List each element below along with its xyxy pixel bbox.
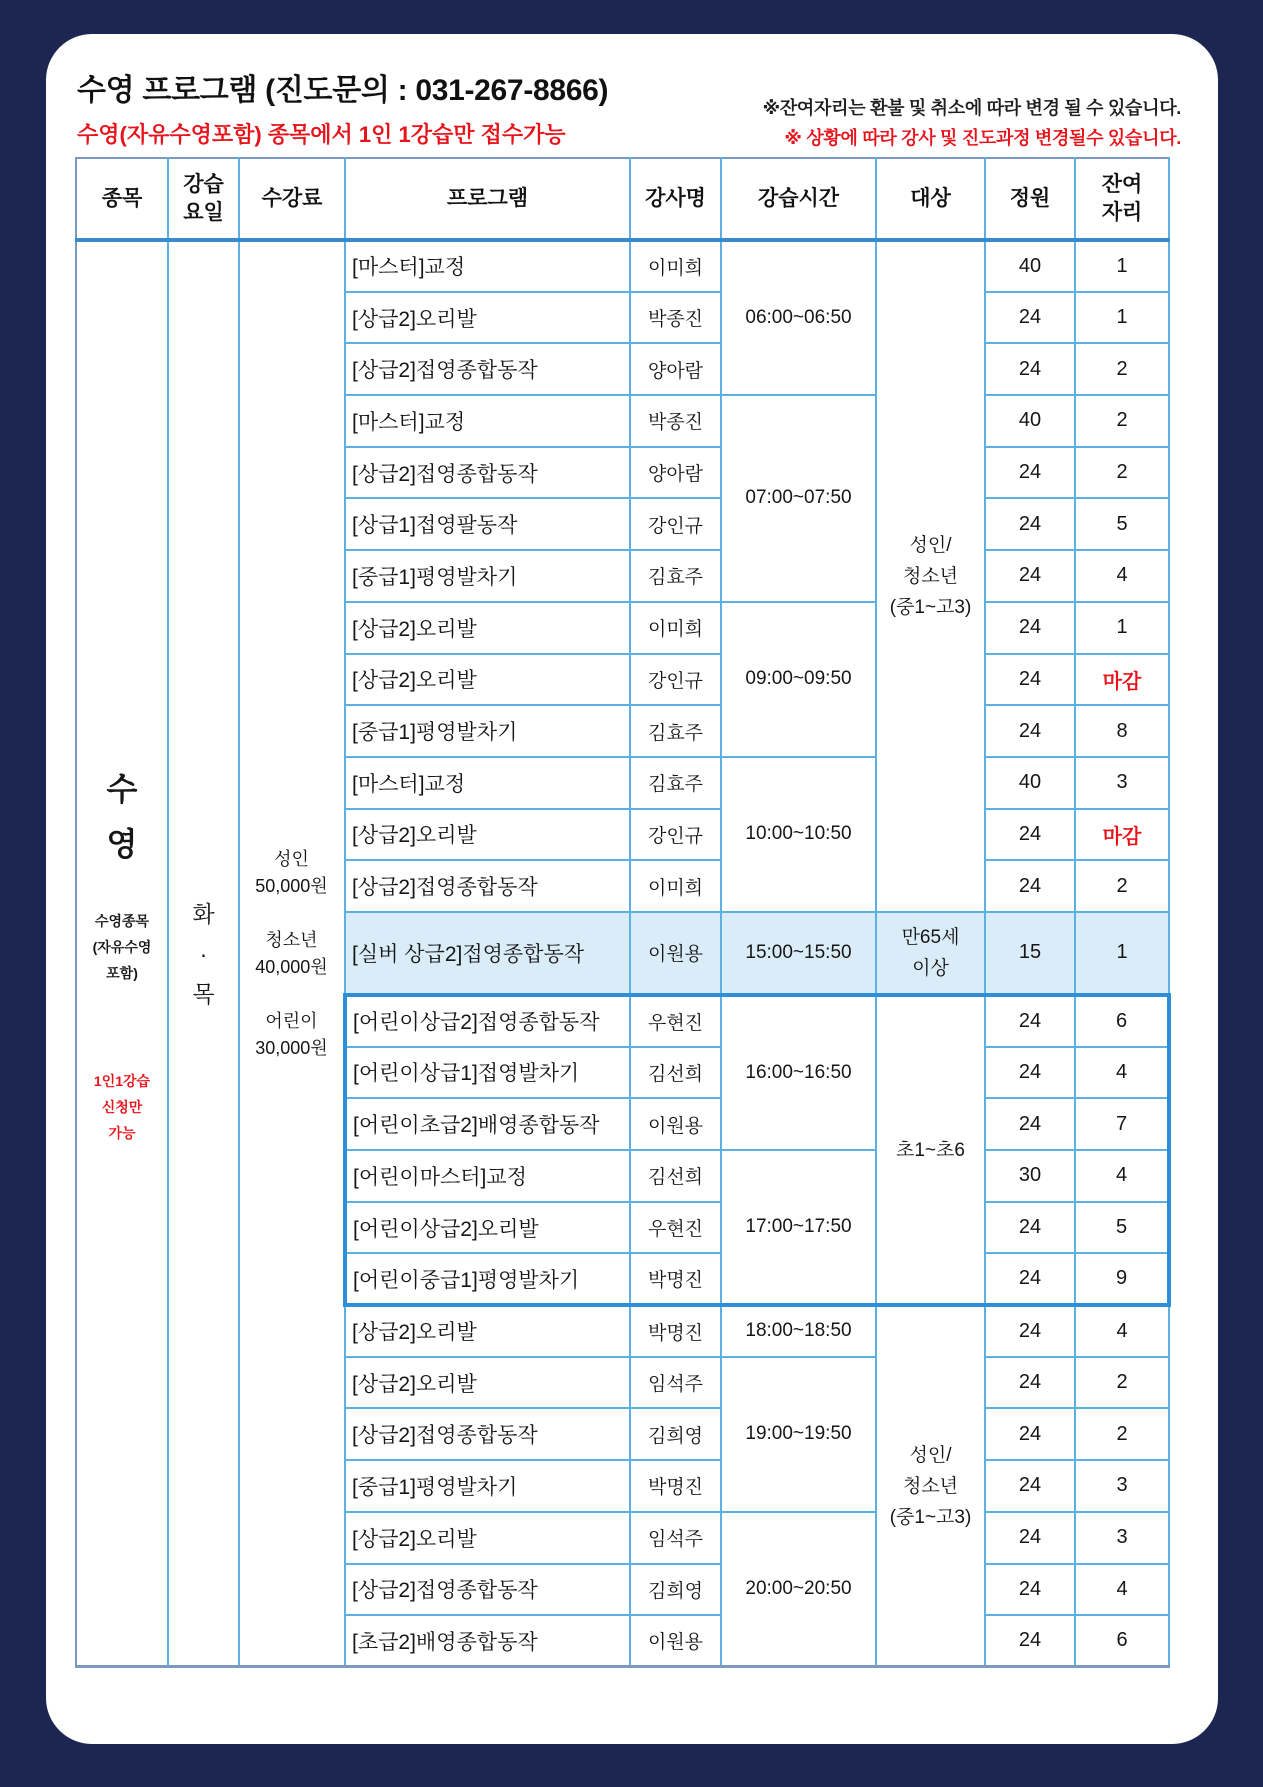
header-capacity: 정원 bbox=[985, 158, 1075, 240]
fee-group: 청소년 bbox=[265, 929, 318, 950]
instructor-name: 이미희 bbox=[630, 860, 721, 912]
remaining-seats: 4 bbox=[1075, 550, 1169, 602]
capacity: 24 bbox=[985, 602, 1075, 654]
capacity: 24 bbox=[985, 705, 1075, 757]
class-time: 09:00~09:50 bbox=[721, 602, 876, 757]
program-name: [마스터]교정 bbox=[345, 395, 630, 447]
instructor-name: 김효주 bbox=[630, 757, 721, 809]
instructor-name: 강인규 bbox=[630, 498, 721, 550]
instructor-name: 박종진 bbox=[630, 292, 721, 344]
program-name: [상급2]오리발 bbox=[345, 1357, 630, 1409]
sport-restriction: 1인1강습 신청만 가능 bbox=[93, 1072, 151, 1141]
instructor-name: 박명진 bbox=[630, 1305, 721, 1357]
header-row bbox=[76, 158, 1169, 240]
instructor-name: 임석주 bbox=[630, 1357, 721, 1409]
class-time: 20:00~20:50 bbox=[721, 1512, 876, 1667]
remaining-seats: 2 bbox=[1075, 343, 1169, 395]
fee-item bbox=[240, 927, 343, 981]
capacity: 24 bbox=[985, 995, 1075, 1047]
fee-price: 30,000원 bbox=[255, 1037, 328, 1058]
program-name: [어린이중급1]평영발차기 bbox=[345, 1253, 630, 1305]
table-row bbox=[76, 240, 1169, 292]
header-target: 대상 bbox=[876, 158, 985, 240]
capacity: 40 bbox=[985, 240, 1075, 292]
program-name: [어린이상급2]오리발 bbox=[345, 1202, 630, 1254]
fee-cell bbox=[239, 240, 345, 1667]
remaining-seats: 4 bbox=[1075, 1047, 1169, 1099]
remaining-seats: 4 bbox=[1075, 1564, 1169, 1616]
program-name: [초급2]배영종합동작 bbox=[345, 1615, 630, 1667]
class-time: 19:00~19:50 bbox=[721, 1357, 876, 1512]
program-name: [어린이초급2]배영종합동작 bbox=[345, 1098, 630, 1150]
instructor-name: 이원용 bbox=[630, 912, 721, 995]
schedule-table bbox=[75, 157, 1171, 1668]
fee-price: 40,000원 bbox=[255, 956, 328, 977]
remaining-seats: 8 bbox=[1075, 705, 1169, 757]
program-name: [상급2]접영종합동작 bbox=[345, 1408, 630, 1460]
instructor-change-notice: ※ 상황에 따라 강사 및 진도과정 변경될수 있습니다. bbox=[784, 128, 1181, 148]
registration-limit-notice: 수영(자유수영포함) 종목에서 1인 1강습만 접수가능 bbox=[77, 122, 566, 147]
remaining-seats: 2 bbox=[1075, 1408, 1169, 1460]
remaining-seats: 9 bbox=[1075, 1253, 1169, 1305]
sport-name: 수 영 bbox=[106, 770, 138, 862]
instructor-name: 김희영 bbox=[630, 1408, 721, 1460]
instructor-name: 이원용 bbox=[630, 1615, 721, 1667]
instructor-name: 박명진 bbox=[630, 1253, 721, 1305]
class-days: 화 · 목 bbox=[168, 240, 239, 1667]
instructor-name: 김선희 bbox=[630, 1150, 721, 1202]
header-remaining: 잔여 자리 bbox=[1075, 158, 1169, 240]
sport-note: 수영종목 (자유수영 포함) bbox=[92, 912, 152, 981]
capacity: 24 bbox=[985, 343, 1075, 395]
class-time: 15:00~15:50 bbox=[721, 912, 876, 995]
header-sport: 종목 bbox=[76, 158, 168, 240]
capacity: 24 bbox=[985, 498, 1075, 550]
target-group: 성인/ 청소년 (중1~고3) bbox=[876, 240, 985, 912]
remaining-seats: 1 bbox=[1075, 240, 1169, 292]
program-name: [상급2]접영종합동작 bbox=[345, 343, 630, 395]
capacity: 24 bbox=[985, 654, 1075, 706]
instructor-name: 강인규 bbox=[630, 809, 721, 861]
program-name: [중급1]평영발차기 bbox=[345, 1460, 630, 1512]
program-name: [어린이상급1]접영발차기 bbox=[345, 1047, 630, 1099]
header-fee: 수강료 bbox=[239, 158, 345, 240]
fee-price: 50,000원 bbox=[255, 875, 328, 896]
target-group: 성인/ 청소년 (중1~고3) bbox=[876, 1305, 985, 1667]
class-time: 17:00~17:50 bbox=[721, 1150, 876, 1305]
header-class-time: 강습시간 bbox=[721, 158, 876, 240]
remaining-seats: 5 bbox=[1075, 498, 1169, 550]
program-name: [상급2]접영종합동작 bbox=[345, 860, 630, 912]
capacity: 30 bbox=[985, 1150, 1075, 1202]
instructor-name: 양아람 bbox=[630, 343, 721, 395]
program-name: [어린이마스터]교정 bbox=[345, 1150, 630, 1202]
class-time: 16:00~16:50 bbox=[721, 995, 876, 1150]
capacity: 24 bbox=[985, 809, 1075, 861]
remaining-seats: 2 bbox=[1075, 1357, 1169, 1409]
remaining-seats: 4 bbox=[1075, 1150, 1169, 1202]
remaining-seats: 6 bbox=[1075, 995, 1169, 1047]
program-name: [상급2]오리발 bbox=[345, 602, 630, 654]
instructor-name: 박종진 bbox=[630, 395, 721, 447]
class-time: 07:00~07:50 bbox=[721, 395, 876, 602]
program-name: [상급2]오리발 bbox=[345, 1512, 630, 1564]
capacity: 24 bbox=[985, 447, 1075, 499]
remaining-seats: 마감 bbox=[1075, 809, 1169, 861]
capacity: 40 bbox=[985, 757, 1075, 809]
page-title: 수영 프로그램 (진도문의 : 031-267-8866) bbox=[77, 74, 609, 107]
capacity: 24 bbox=[985, 1460, 1075, 1512]
program-name: [중급1]평영발차기 bbox=[345, 550, 630, 602]
capacity: 24 bbox=[985, 1357, 1075, 1409]
capacity: 40 bbox=[985, 395, 1075, 447]
program-name: [상급2]오리발 bbox=[345, 809, 630, 861]
remaining-seats: 5 bbox=[1075, 1202, 1169, 1254]
fee-group: 어린이 bbox=[265, 1010, 318, 1031]
capacity: 24 bbox=[985, 1615, 1075, 1667]
program-name: [상급2]오리발 bbox=[345, 654, 630, 706]
capacity: 24 bbox=[985, 1202, 1075, 1254]
remaining-seats: 3 bbox=[1075, 1512, 1169, 1564]
remaining-seats: 3 bbox=[1075, 1460, 1169, 1512]
program-name: [상급2]오리발 bbox=[345, 292, 630, 344]
capacity: 24 bbox=[985, 1512, 1075, 1564]
sport-cell bbox=[76, 240, 168, 1667]
instructor-name: 김선희 bbox=[630, 1047, 721, 1099]
fee-group: 성인 bbox=[274, 848, 309, 869]
instructor-name: 김효주 bbox=[630, 550, 721, 602]
capacity: 24 bbox=[985, 1408, 1075, 1460]
target-group: 초1~초6 bbox=[876, 995, 985, 1305]
class-time: 18:00~18:50 bbox=[721, 1305, 876, 1357]
remaining-seats: 3 bbox=[1075, 757, 1169, 809]
program-name: [중급1]평영발차기 bbox=[345, 705, 630, 757]
capacity: 24 bbox=[985, 1564, 1075, 1616]
header-instructor: 강사명 bbox=[630, 158, 721, 240]
instructor-name: 임석주 bbox=[630, 1512, 721, 1564]
capacity: 24 bbox=[985, 550, 1075, 602]
header-class-days: 강습 요일 bbox=[168, 158, 239, 240]
program-name: [실버 상급2]접영종합동작 bbox=[345, 912, 630, 995]
program-name: [어린이상급2]접영종합동작 bbox=[345, 995, 630, 1047]
header-program: 프로그램 bbox=[345, 158, 630, 240]
remaining-seats: 2 bbox=[1075, 860, 1169, 912]
instructor-name: 이원용 bbox=[630, 1098, 721, 1150]
program-name: [상급1]접영팔동작 bbox=[345, 498, 630, 550]
capacity: 24 bbox=[985, 1047, 1075, 1099]
remaining-seats: 2 bbox=[1075, 395, 1169, 447]
class-time: 06:00~06:50 bbox=[721, 240, 876, 395]
capacity: 24 bbox=[985, 1253, 1075, 1305]
remaining-seats: 6 bbox=[1075, 1615, 1169, 1667]
instructor-name: 양아람 bbox=[630, 447, 721, 499]
instructor-name: 이미희 bbox=[630, 240, 721, 292]
refund-notice: ※잔여자리는 환불 및 취소에 따라 변경 될 수 있습니다. bbox=[762, 98, 1181, 118]
capacity: 24 bbox=[985, 860, 1075, 912]
program-name: [마스터]교정 bbox=[345, 757, 630, 809]
capacity: 24 bbox=[985, 1098, 1075, 1150]
remaining-seats: 4 bbox=[1075, 1305, 1169, 1357]
capacity: 24 bbox=[985, 292, 1075, 344]
capacity: 24 bbox=[985, 1305, 1075, 1357]
class-time: 10:00~10:50 bbox=[721, 757, 876, 912]
instructor-name: 강인규 bbox=[630, 654, 721, 706]
program-name: [마스터]교정 bbox=[345, 240, 630, 292]
remaining-seats: 마감 bbox=[1075, 654, 1169, 706]
fee-item bbox=[240, 846, 343, 900]
program-name: [상급2]오리발 bbox=[345, 1305, 630, 1357]
instructor-name: 이미희 bbox=[630, 602, 721, 654]
instructor-name: 우현진 bbox=[630, 995, 721, 1047]
remaining-seats: 1 bbox=[1075, 292, 1169, 344]
program-name: [상급2]접영종합동작 bbox=[345, 1564, 630, 1616]
target-group: 만65세 이상 bbox=[876, 912, 985, 995]
instructor-name: 박명진 bbox=[630, 1460, 721, 1512]
remaining-seats: 1 bbox=[1075, 602, 1169, 654]
instructor-name: 김효주 bbox=[630, 705, 721, 757]
remaining-seats: 2 bbox=[1075, 447, 1169, 499]
remaining-seats: 1 bbox=[1075, 912, 1169, 995]
remaining-seats: 7 bbox=[1075, 1098, 1169, 1150]
fee-item bbox=[240, 1008, 343, 1062]
instructor-name: 김희영 bbox=[630, 1564, 721, 1616]
capacity: 15 bbox=[985, 912, 1075, 995]
instructor-name: 우현진 bbox=[630, 1202, 721, 1254]
program-name: [상급2]접영종합동작 bbox=[345, 447, 630, 499]
